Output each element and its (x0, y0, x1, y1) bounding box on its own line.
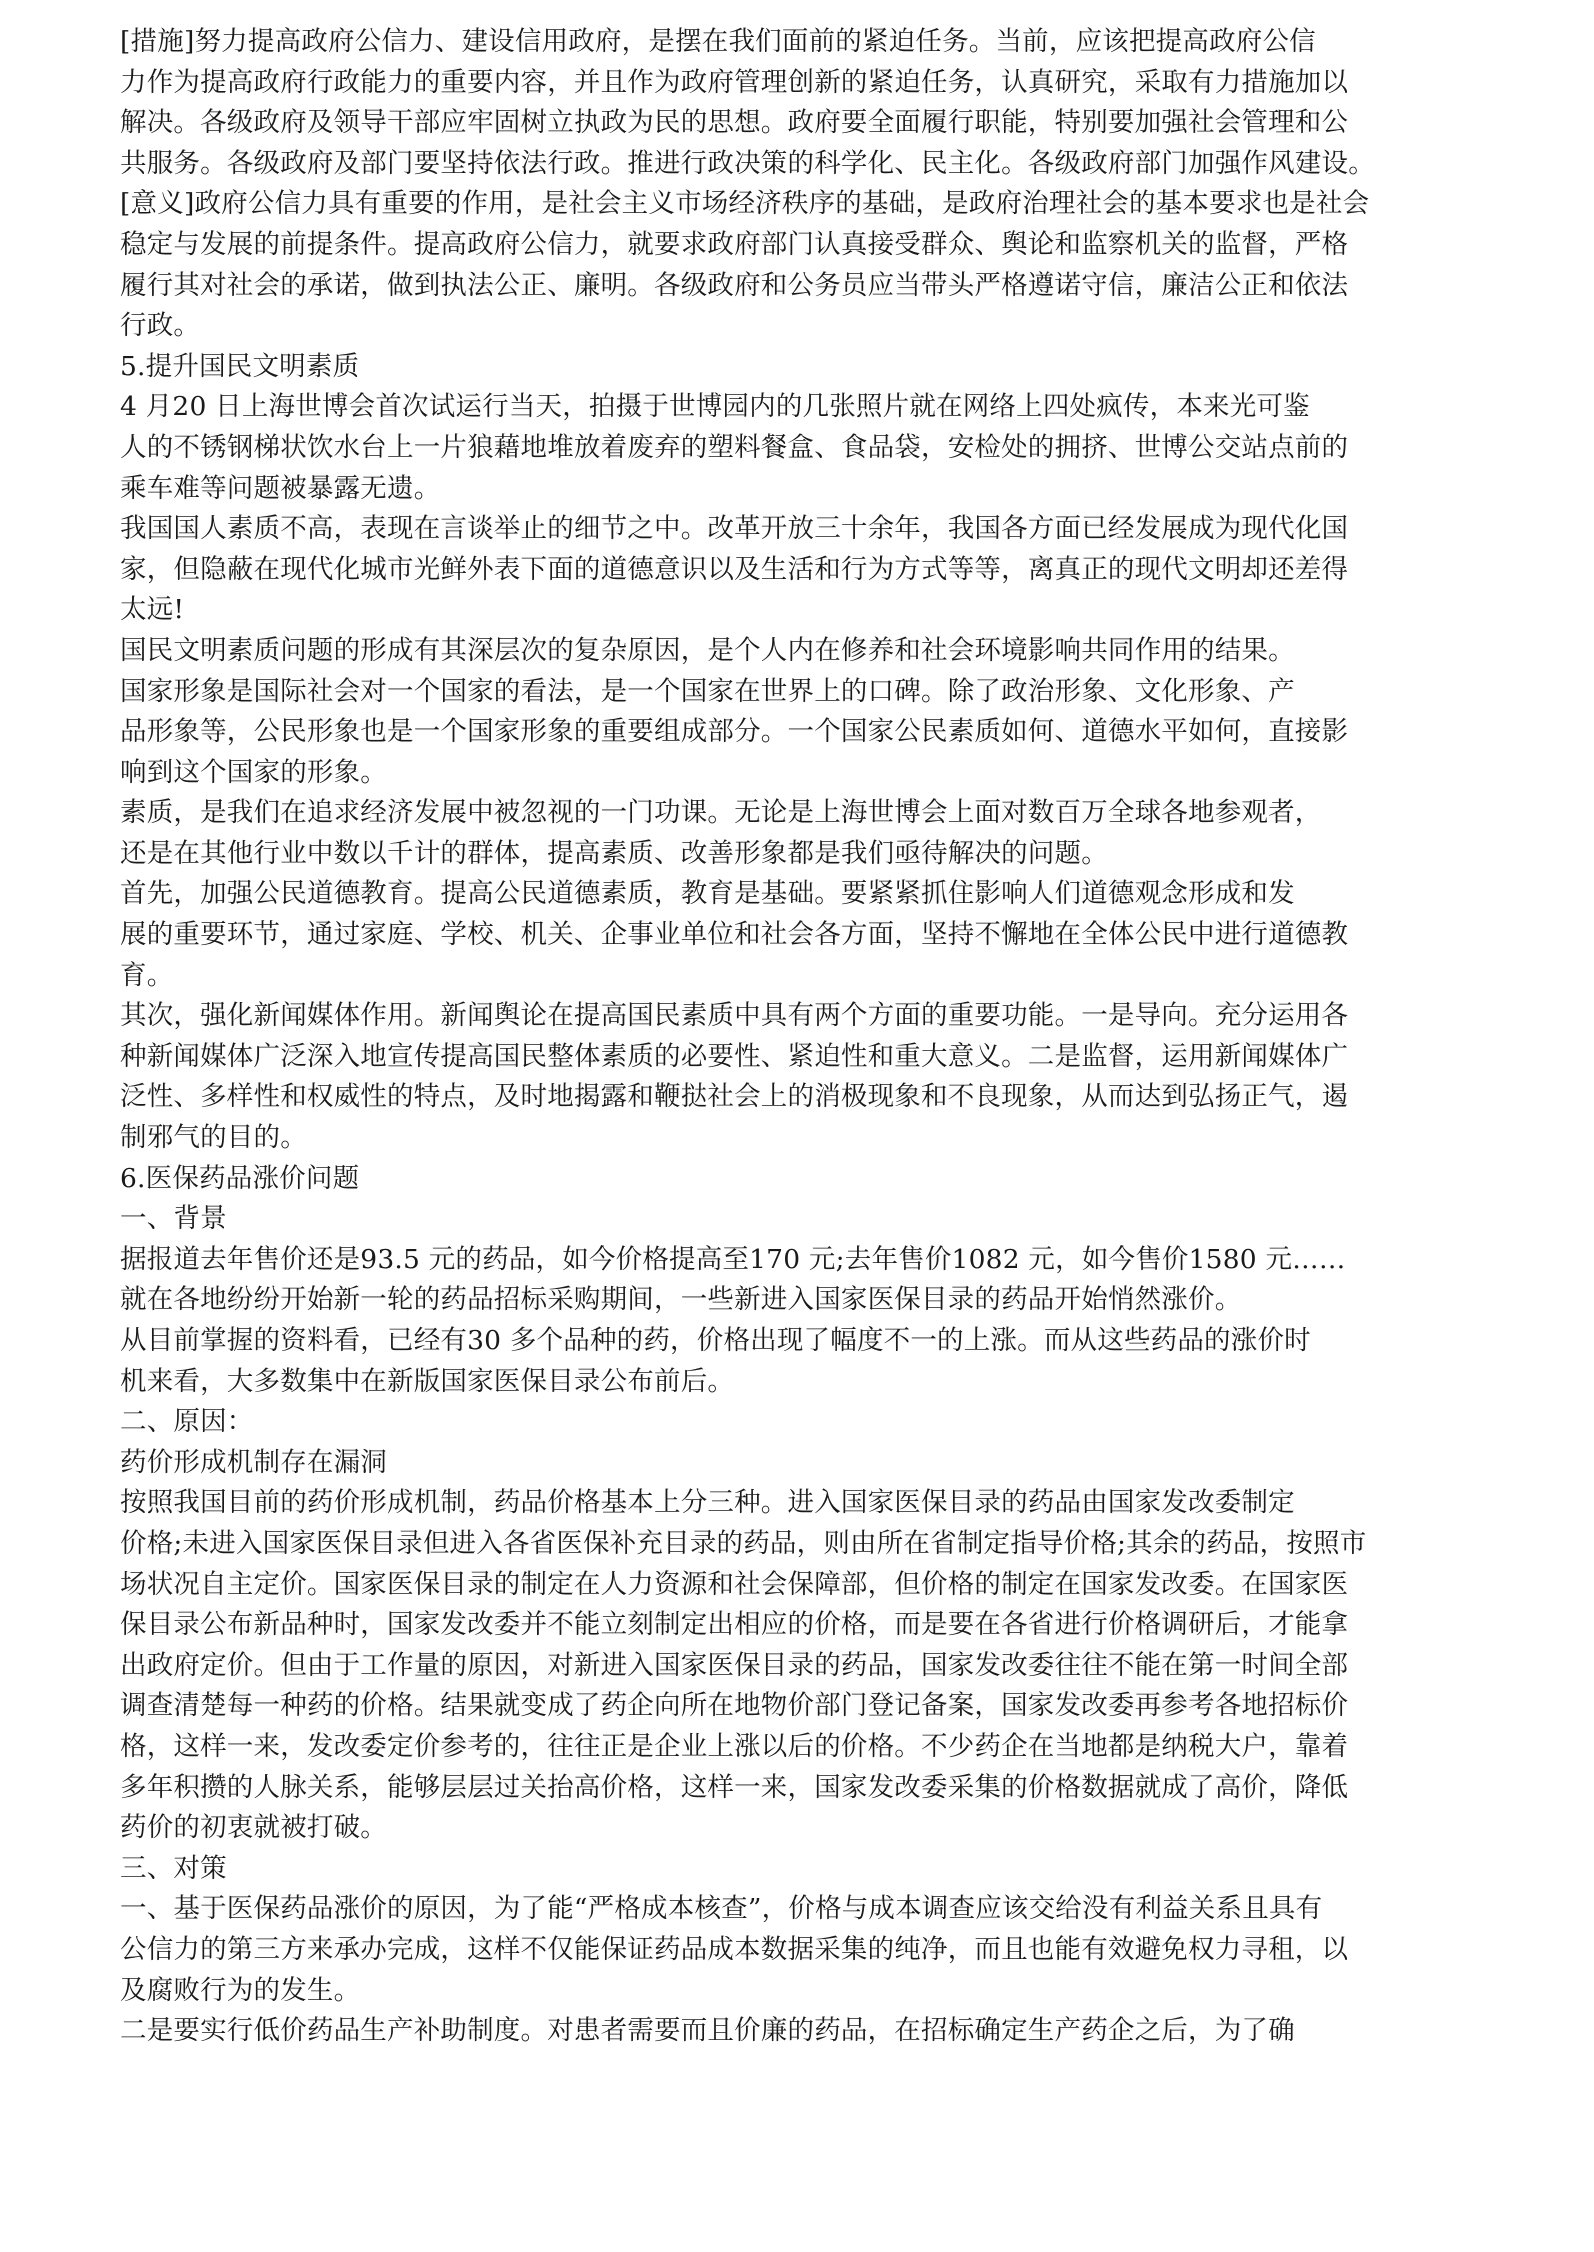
text-line: 及腐败行为的发生。 (120, 1974, 361, 2006)
text-line: 药价形成机制存在漏洞 (120, 1446, 387, 1478)
text-line: 一、基于医保药品涨价的原因，为了能“严格成本核查”，价格与成本调查应该交给没有利益关系且具有 (120, 1893, 1323, 1925)
text-line: 泛性、多样性和权威性的特点，及时地揭露和鞭挞社会上的消极现象和不良现象，从而达到弘扬正气，遏 (120, 1081, 1349, 1113)
text-line: 6.医保药品涨价问题 (120, 1162, 360, 1194)
text-line: 4 月20 日上海世博会首次试运行当天，拍摄于世博园内的几张照片就在网络上四处疯传，本来光可鉴 (120, 391, 1310, 423)
text-line: 药价的初衷就被打破。 (120, 1812, 387, 1844)
text-line: 稳定与发展的前提条件。提高政府公信力，就要求政府部门认真接受群众、舆论和监察机关的监督，严格 (120, 228, 1349, 260)
text-line: 场状况自主定价。国家医保目录的制定在人力资源和社会保障部，但价格的制定在国家发改委。在国家医 (120, 1568, 1349, 1600)
text-line: 素质，是我们在追求经济发展中被忽视的一门功课。无论是上海世博会上面对数百万全球各地参观者， (120, 797, 1322, 829)
text-line: 从目前掌握的资料看，已经有30 多个品种的药，价格出现了幅度不一的上涨。而从这些药品的涨价时 (120, 1325, 1311, 1356)
text-line: 其次，强化新闻媒体作用。新闻舆论在提高国民素质中具有两个方面的重要功能。一是导向。充分运用各 (120, 1000, 1349, 1032)
text-line: 价格;未进入国家医保目录但进入各省医保补充目录的药品，则由所在省制定指导价格;其余的药品，按照市 (120, 1527, 1367, 1559)
text-line: 种新闻媒体广泛深入地宣传提高国民整体素质的必要性、紧迫性和重大意义。二是监督，运用新闻媒体广 (120, 1040, 1349, 1072)
text-line: 家，但隐蔽在现代化城市光鲜外表下面的道德意识以及生活和行为方式等等，离真正的现代文明却还差得 (120, 553, 1349, 585)
text-line: 二是要实行低价药品生产补助制度。对患者需要而且价廉的药品，在招标确定生产药企之后，为了确 (120, 2015, 1295, 2047)
text-line: 展的重要环节，通过家庭、学校、机关、企事业单位和社会各方面，坚持不懈地在全体公民中进行道德教 (120, 919, 1349, 951)
text-line: 履行其对社会的承诺，做到执法公正、廉明。各级政府和公务员应当带头严格遵诺守信，廉洁公正和依法 (120, 269, 1349, 301)
text-line: 多年积攒的人脉关系，能够层层过关抬高价格，这样一来，国家发改委采集的价格数据就成了高价，降低 (120, 1771, 1349, 1803)
text-line: 出政府定价。但由于工作量的原因，对新进入国家医保目录的药品，国家发改委往往不能在第一时间全部 (120, 1649, 1349, 1681)
text-line: 我国国人素质不高，表现在言谈举止的细节之中。改革开放三十余年，我国各方面已经发展成为现代化国 (120, 513, 1349, 545)
text-line: [措施]努力提高政府公信力、建设信用政府，是摆在我们面前的紧迫任务。当前，应该把提高政府公信 (120, 26, 1316, 57)
text-line: 制邪气的目的。 (120, 1122, 307, 1154)
text-line: 二、原因： (120, 1406, 254, 1438)
text-line: 响到这个国家的形象。 (120, 756, 387, 788)
text-line: 行政。 (120, 310, 201, 342)
text-line: 5.提升国民文明素质 (120, 350, 360, 382)
text-line: 三、对策 (120, 1852, 227, 1884)
text-line: 还是在其他行业中数以千计的群体，提高素质、改善形象都是我们亟待解决的问题。 (120, 837, 1108, 869)
text-line: 乘车难等问题被暴露无遗。 (120, 472, 441, 504)
text-line: [意义]政府公信力具有重要的作用，是社会主义市场经济秩序的基础，是政府治理社会的基本要求也是社会 (120, 188, 1370, 220)
text-line: 太远! (120, 594, 185, 626)
text-line: 人的不锈钢梯状饮水台上一片狼藉地堆放着废弃的塑料餐盒、食品袋，安检处的拥挤、世博公交站点前的 (120, 431, 1349, 463)
text-line: 一、背景 (120, 1203, 227, 1235)
text-line: 就在各地纷纷开始新一轮的药品招标采购期间，一些新进入国家医保目录的药品开始悄然涨价。 (120, 1284, 1242, 1316)
text-line: 首先，加强公民道德教育。提高公民道德素质，教育是基础。要紧紧抓住影响人们道德观念形成和发 (120, 878, 1295, 910)
document-page (120, 22, 1480, 2052)
text-line: 品形象等，公民形象也是一个国家形象的重要组成部分。一个国家公民素质如何、道德水平如何，直接影 (120, 716, 1349, 748)
text-line: 按照我国目前的药价形成机制，药品价格基本上分三种。进入国家医保目录的药品由国家发改委制定 (120, 1487, 1295, 1519)
text-line: 力作为提高政府行政能力的重要内容，并且作为政府管理创新的紧迫任务，认真研究，采取有力措施加以 (120, 66, 1349, 98)
text-line: 机来看，大多数集中在新版国家医保目录公布前后。 (120, 1365, 735, 1397)
text-line: 公信力的第三方来承办完成，这样不仅能保证药品成本数据采集的纯净，而且也能有效避免权力寻租，以 (120, 1933, 1349, 1965)
text-line: 国民文明素质问题的形成有其深层次的复杂原因，是个人内在修养和社会环境影响共同作用的结果。 (120, 634, 1295, 666)
text-line: 育。 (120, 959, 174, 991)
text-line: 解决。各级政府及领导干部应牢固树立执政为民的思想。政府要全面履行职能，特别要加强社会管理和公 (120, 107, 1349, 139)
text-line: 共服务。各级政府及部门要坚持依法行政。推进行政决策的科学化、民主化。各级政府部门加强作风建设。 (120, 147, 1375, 179)
text-line: 保目录公布新品种时，国家发改委并不能立刻制定出相应的价格，而是要在各省进行价格调研后，才能拿 (120, 1609, 1349, 1641)
text-line: 国家形象是国际社会对一个国家的看法，是一个国家在世界上的口碑。除了政治形象、文化形象、产 (120, 675, 1295, 707)
text-line: 格，这样一来，发改委定价参考的，往往正是企业上涨以后的价格。不少药企在当地都是纳税大户，靠着 (120, 1730, 1349, 1762)
text-line: 据报道去年售价还是93.5 元的药品，如今价格提高至170 元;去年售价1082 元，如今售价1580 元…… (120, 1243, 1346, 1275)
text-line: 调查清楚每一种药的价格。结果就变成了药企向所在地物价部门登记备案，国家发改委再参考各地招标价 (120, 1690, 1349, 1722)
